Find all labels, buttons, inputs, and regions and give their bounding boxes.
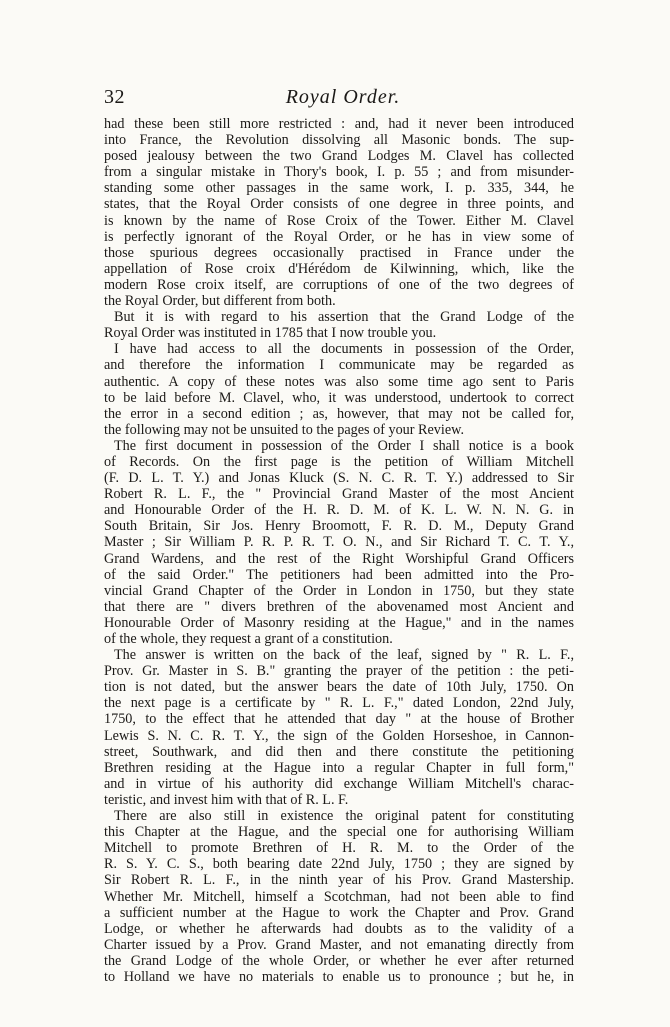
running-title: Royal Order. [285, 86, 401, 108]
text-line: the Grand Lodge of the whole Order, or whether he ever after returned [104, 952, 574, 969]
text-line: this Chapter at the Hague, and the special one for authorising William [104, 824, 574, 841]
text-line: the error in a second edition ; as, however, that may not be called for, [104, 405, 574, 422]
text-line: Sir Robert R. L. F., in the ninth year of his Prov. Grand Mastership. [104, 872, 574, 889]
text-line: Lewis S. N. C. R. T. Y., the sign of the Golden Horseshoe, in Cannon- [104, 727, 574, 744]
text-line: the Royal Order, but different from both. [104, 293, 336, 310]
text-line: Mitchell to promote Brethren of H. R. M. to the Order of the [104, 840, 574, 857]
text-line: R. S. Y. C. S., both bearing date 22nd July, 1750 ; they are signed by [104, 856, 574, 873]
text-line: I have had access to all the documents in possession of the Order, [114, 341, 574, 358]
text-line: is perfectly ignorant of the Royal Order, or he has in view some of [104, 228, 574, 245]
text-line: vincial Grand Chapter of the Order in London in 1750, but they state [104, 582, 574, 599]
text-line: Royal Order was instituted in 1785 that I now trouble you. [104, 325, 437, 342]
page-header [104, 86, 582, 112]
text-line: and therefore the information I communicate may be regarded as [104, 357, 574, 374]
text-line: authentic. A copy of these notes was also some time ago sent to Paris [104, 373, 574, 390]
text-line: and Honourable Order of the H. R. D. M. of K. L. W. N. N. G. in [104, 502, 574, 519]
text-line: appellation of Rose croix d'Hérédom de Kilwinning, which, like the [104, 260, 574, 277]
text-line: street, Southwark, and did then and there constitute the petitioning [104, 743, 574, 760]
text-line: is known by the name of Rose Croix of the Tower. Either M. Clavel [104, 212, 574, 229]
text-line: 1750, to the effect that he attended that day " at the house of Brother [104, 711, 574, 728]
text-line: that there are " divers brethren of the abovenamed most Ancient and [104, 598, 574, 615]
text-line: Whether Mr. Mitchell, himself a Scotchman, had not been able to find [104, 888, 574, 905]
text-line: tion is not dated, but the answer bears the date of 10th July, 1750. On [104, 679, 574, 696]
text-line: There are also still in existence the original patent for constituting [114, 808, 574, 825]
text-line: (F. D. L. T. Y.) and Jonas Kluck (S. N. C. R. T. Y.) addressed to Sir [104, 470, 574, 487]
text-line: Prov. Gr. Master in S. B." granting the prayer of the petition : the peti- [104, 663, 574, 680]
text-line: from a singular mistake in Thory's book, I. p. 55 ; and from misunder- [104, 164, 574, 181]
text-line: the following may not be unsuited to the pages of your Review. [104, 421, 465, 438]
text-line: of the said Order." The petitioners had been admitted into the Pro- [104, 566, 574, 583]
text-line: Grand Wardens, and the rest of the Right Worshipful Grand Officers [104, 550, 574, 567]
page-number: 32 [104, 86, 125, 108]
text-line: standing some other passages in the same work, I. p. 335, 344, he [104, 180, 574, 197]
text-line: Honourable Order of Masonry residing at the Hague," and in the names [104, 614, 574, 631]
text-line: to be laid before M. Clavel, who, it was understood, undertook to correct [104, 389, 574, 406]
text-line: of Records. On the first page is the petition of William Mitchell [104, 453, 574, 470]
text-line: to Holland we have no materials to enable us to pronounce ; but he, in [104, 968, 574, 985]
text-line: Master ; Sir William P. R. P. R. T. O. N., and Sir Richard T. C. T. Y., [104, 534, 574, 551]
text-line: Brethren residing at the Hague into a regular Chapter in full form," [104, 759, 574, 776]
text-line: Lodge, or whether he afterwards had doubts as to the validity of a [104, 920, 574, 937]
text-line: Charter issued by a Prov. Grand Master, and not emanating directly from [104, 936, 574, 953]
body-text [104, 116, 574, 985]
text-line: But it is with regard to his assertion that the Grand Lodge of the [114, 309, 574, 326]
text-line: states, that the Royal Order consists of one degree in three points, and [104, 196, 574, 213]
text-line: posed jealousy between the two Grand Lodges M. Clavel has collected [104, 148, 574, 165]
text-line: into France, the Revolution dissolving all Masonic bonds. The sup- [104, 132, 574, 149]
text-line: those spurious degrees occasionally practised in France under the [104, 244, 574, 261]
text-line: The answer is written on the back of the leaf, signed by " R. L. F., [114, 647, 574, 664]
text-line: modern Rose croix itself, are corruptions of one of the two degrees of [104, 276, 574, 293]
text-line: had these been still more restricted : and, had it never been introduced [104, 116, 574, 132]
text-line: the next page is a certificate by " R. L. F.," dated London, 22nd July, [104, 695, 574, 712]
text-line: South Britain, Sir Jos. Henry Broomott, F. R. D. M., Deputy Grand [104, 518, 574, 535]
text-line: Robert R. L. F., the " Provincial Grand Master of the most Ancient [104, 486, 574, 503]
text-line: The first document in possession of the Order I shall notice is a book [114, 437, 574, 454]
text-line: of the whole, they request a grant of a constitution. [104, 631, 393, 647]
text-line: teristic, and invest him with that of R. L. F. [104, 791, 349, 808]
text-line: a sufficient number at the Hague to work the Chapter and Prov. Grand [104, 904, 574, 921]
text-line: and in virtue of his authority did exchange William Mitchell's charac- [104, 775, 574, 792]
